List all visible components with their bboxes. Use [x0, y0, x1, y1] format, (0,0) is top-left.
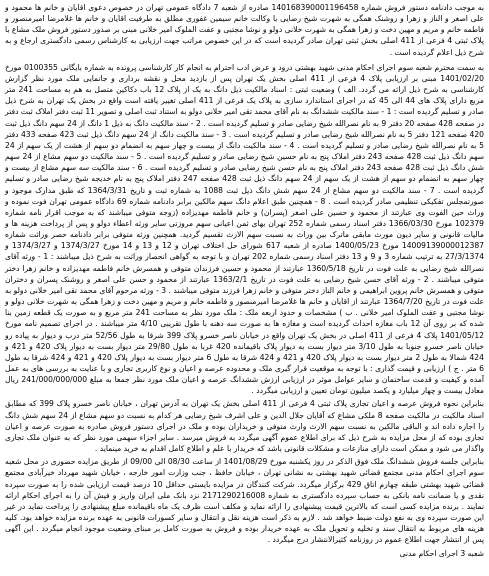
notice-footer-office: شعبه 3 اجرای احکام مدنی — [399, 548, 484, 558]
notice-paragraph-expert-report: به سمت محترم شعبه سوم اجرای احکام مدنی شهید بهشتی درود و عرض ادب احترام به انجام کار کارشناسی پرونده به شماره بایگانی 0100355 مورخ 1401/02/20 مبنی بر ارزیابی پلاک 4 فرعی از 411 اصلی بخش یک تهران پس از بازدید محل و نقشه برداری و جانمایی ملک مورد نظر گزارش کارشناسی به شرح ذیل ارائه می گردد. الف ) وضعیت ثبتی : اسناد مالکیت ذیل دانگ به یک از پلاک 12 باب دکاکین متصل به هم به مساحت 241 متر مربع دارای پلاک های 44 الی 45 که در اجرای استاندارد سازی به پلاک یک فرعی از 411 اصلی تغییر یافته است واقع در بخش یک تهران به شرح ذیل صادر و تسلیم گردیده است : 1 - سند مالکیت ششدانگ به نام آقای محمد تقی امیر خلانی دولو به استناد ثبت اصلی و تصویر 11 ثبت دفتر املاک ثبت دفتر در صفحه 428 صفحه 20 دفتر 9 به نام نصرالله شیخ رضایی صادر و تسلیم گردیده است . 2 - سند مالکیت دانگ به ذیل 1 دانگ از 24 سهم دانگ ذیل ثبت 420 صفحه 121 دفتر 5 به نام نصرالله شیخ رضایی صادر و تسلیم گردیده است . 3 - سند مالکیت دانگ از 24 سهم دانگ ذیل ثبت 423 صفحه 433 دفتر 5 به نام نصرالله شیخ رضایی صادر و تسلیم گردیده است . 4 - سند مالکیت دانگ از بیست و چهار سهم به انضمام دو سهم از هشت از یک سهم از 24 سهم دانگ ذیل ثبت 428 صفحه 243 دفتر املاک پنج به نام حسین شیخ رضایی صادر و تسلیم گردیده است . 5 - سند مالکیت دو سهم مشاع از 24 سهم شش دانگ ذیل ثبت 428 صفحه 243 دفتر املاک پنج به نام حسن شیخ رضایی صادر و تسلیم گردیده است . 6 - سند مالکیت سه سهم مشاع از بیست و چهار سهم به انضمام دو سهم از هشت از یک سهم از 24 سهم دانگ ذیل ثبت 428 صفحه 247 دفتر املاک پنج به نام خدیجه شیخ رضایی صادر و تسلیم گردیده است . 7 - سند مالکیت دو سهم مشاع از 24 سهم شش دانگ ذیل ثبت 1088 به شماره ثبت و تاریخ 1364/3/31 که طبق مدارک موجود و صورتمجلس تفکیکی تنظیمی صادر گردیده است . 8 - همچنین طبق اعلام دانگ سهم مالکین برابر دادنامه شماره 69 دادگاه عمومی تهران فوت نموده و وراث حین الفوت وی عبارتند از محمود و حسین علی اصغر (پسران) و خانم فاطمه مهدیزاده (زوجه متوفی میباشند که به موجب اقرار نامه شماره 102379 مورخ 1366/03/30 دفتر اسناد رسمی شماره 252 تهران بهای ثمن اعیانی سهم مروزتی سایر ورثه اعطاء دولو و پس از پرداخت هزینه ها و مالیات قانونی و سایر دیون مورث مابقی ماترک بین وراث به نسبت سهم الارث تقسیم گردید. همچنین ورثه متوفی برابر دادنامه حصر وراثت شماره 14009139000012387 مورخ 1400/05/23 صادره از شعبه 617 شورای حل اختلاف تهران و 12 و 13 و 14 مورخ 1374/3/27 و 1374/3/27 و 27/3/1374 به ترتیب شماره 3 و 9 و 13 دفتر اسناد رسمی شماره 202 تهران و با توجه به گواهی انحصار وراثت به شرح ذیل میباشند : 1 - ورثه آقای نصرالله شیخ رضایی به علت فوت در تاریخ 1360/5/18 عبارتند از محمود و حسین فرزندان متوفی و همسرش خانم فاطمه مهدیزاده و خانم زهرا دختر متوفی میباشند . 2 - ورثه آقای حسن شیخ رضایی به علت فوت در تاریخ 1363/2/1 عبارتند از محمود و حسن علی اصغر و روشنک پسران و دختران متوفی و همسرش خانم پروین ابراهیمی و خانم الناز دختر متوفی و خانم زهرا فرزند متوفی میباشند . 3 - ورثه مرحوم آقای محمد تقی امیر خلانی دولو به علت فوت در تاریخ 1364/7/20 عبارتند از اقایان و خانم ها غلامرضا امیرمنصور و فاطمه خانم و مریم و مهین دخت و زهرا همگی به شهرت خلانی دولو و نوشا مجتبی و عفت الملوک امیر خلانی . ب ) مشخصات و حدود اربعه ملک : ملک مورد نظر به مساحت 241 متر مربع و به صورت یک قطعه زمین بنا شده که بر روی آن 12 باب مغازه احداث گردیده است و مغازه ها به صورت سه دهنه با طول تقریبی 4/10 متر میباشند . در اجرای تصمیم نامه مورخ 1401/05/12 پلاک 4 فرعی از 411 اصلی در بخش یک تهران واقع در خیابان ناصر خسرو پلاک 399 شرقا به طول 52/56 متر درب و دیوار به پیاده رو خیابان ناصر خسرو جنوبا به طول 3/10 متر دیوار بست به دیوار پلاک باقیمانده 420 غربا به طول 29/80 متر دیوار بست به دیوار پلاک 420 و 421 و 424 شمالا به طول 2 متر دیوار بست به دیوار پلاک 420 و 421 و 424 شرقا به طول 6 متر دیوار بست به دیوار پلاک 420 و 421 و 424 شرقا به طول 6 متر . ج ) ارزیابی و قیمت گذاری : با توجه به موقعیت قرار گیری ملک و محدوده عرصه و اعیان و نوع کاربری تجاری و با عنایت به بررسی های به عمل آمده و کیفیت و قدمت ساختمان و سایر عوامل موثر در ارزیابی ارزش ششدانگ عرصه و اعیان ملک مورد نظر جمعا به مبلغ 241/000/000/000 ریال معادل بیست و چهار میلیارد و یکصد میلیون تومان تعیین و ارزیابی میگردد . — [5, 62, 485, 396]
notice-paragraph-sale-order: به موجب دادنامه دستور فروش شماره 140168390001196458 صادره از شعبه 7 دادگاه عمومی تهران در خصوص دعوی اقایان و خانم ها محمود و علی اصغر و الناز و زهرا و روشنک همگی به شهرت شیخ رضایی با وکالت خانم سیمین غفوری مطلق به طرفیت اقایان و خانم ها غلامرضا امیرمنصور و فاطمه خانم و مریم و مهین دخت و زهرا همگی به شهرت خلانی دولو و نوشا مجتبی و عفت الملوک امیر خلانی مبنی بر صدور دستور فروش ملک مشاع با پلاک ثبتی 4 فرعی از 411 اصلی بخش ثبتی تهران صادر گردیده است که در این خصوص مراتب جهت ارزیابی به کارشناس رسمی دادگستری ارجاع و به شرح ذیل اعلام گردیده است . — [5, 3, 484, 57]
notice-paragraph-auction-session: بنابراین جلسه فروش ششدانگ ملک فوق الذکر در روز یکشنبه مورخ 1401/08/29 از ساعت 08/30 الی 09/00 از طریق مزایده حضوری در محل شعبه سوم اجرای احکام مدنی مجتمع قضائی شهید بهشتی به نشانی تهران ، خیابان حافظ ، جنب وزارت امور خارجه ، خیابان شهید مهرداد خیرآبادی مجتمع قضائی شهید بهشتی طبقه چهارم اتاق 429 برگزار میگردد. شرکت کنندگان در مزایده بایستی حداقل 10 درصد قیمت ارزیابی شده را به صورت سپرده نقدی و یا ضمانت نامه بانکی به حساب سپرده دادگستری به شماره 2171290216008 نزد بانک ملی ایران واریز و فیش آن را به اجرای احکام ارائه نمایند . برنده مزایده کسی است که بالاترین قیمت پیشنهادی را ارائه نماید و مکلف است ظرف یک ماه باقیمانده مبلغ پیشنهادی را پرداخت نماید در غیر این صورت سپرده وی به نفع دولت ضبط خواهد شد . لازم به ذکر است هزینه نقل و انتقال و سایر کسورات قانونی به عهده برنده مزایده خواهد بود. کلیه هزینه های مربوط به انتقال سند و تخلیه و تحویل ملک به عهده خریدار بوده و فروش به صورت کامل بر مبنای وضعیت موجود انجام میگردد . این آگهی پس از انتشار جهت اطلاع عموم در روزنامه کثیرالانتشار درج میگردد . — [5, 457, 485, 545]
notice-paragraph-sale-conditions: بنابراین نحوه فروش عرصه و اعیان تجاری پلاک ثبتی 4 فرعی از 411 اصلی بخش یک تهران به آدرس تهران ، خیابان ناصر خسرو پلاک 399 که مطابق اسناد مالکیت در مالکیت صفحه 8 ملکی مشاع که آقایان جلال الدین و علی اشرف شیخ رضایی هر کدام به نسبت دو سهم مشاع از 24 سهم شش دانگ را اجاره داده اند و الباقی مالکین به نسبت سهم الارث وارث متوفی و خریداران بوده و ملک در اجرای دستور فروش صادره به صورت عرصه و اعیان تجاری بوده که از محل مزایده به شرح ذیل که برای اطلاع عموم آگهی میگردد به فروش میرسد . سایر اجزاء سهمی مورد نظر که به عنوان ملک تجاری واگذار می شود و ممکن است دارای منازعات و مشکلات قانونی باشد که خریدار با علم و اطلاع کامل اقدام به خرید مینماید . — [5, 399, 485, 454]
